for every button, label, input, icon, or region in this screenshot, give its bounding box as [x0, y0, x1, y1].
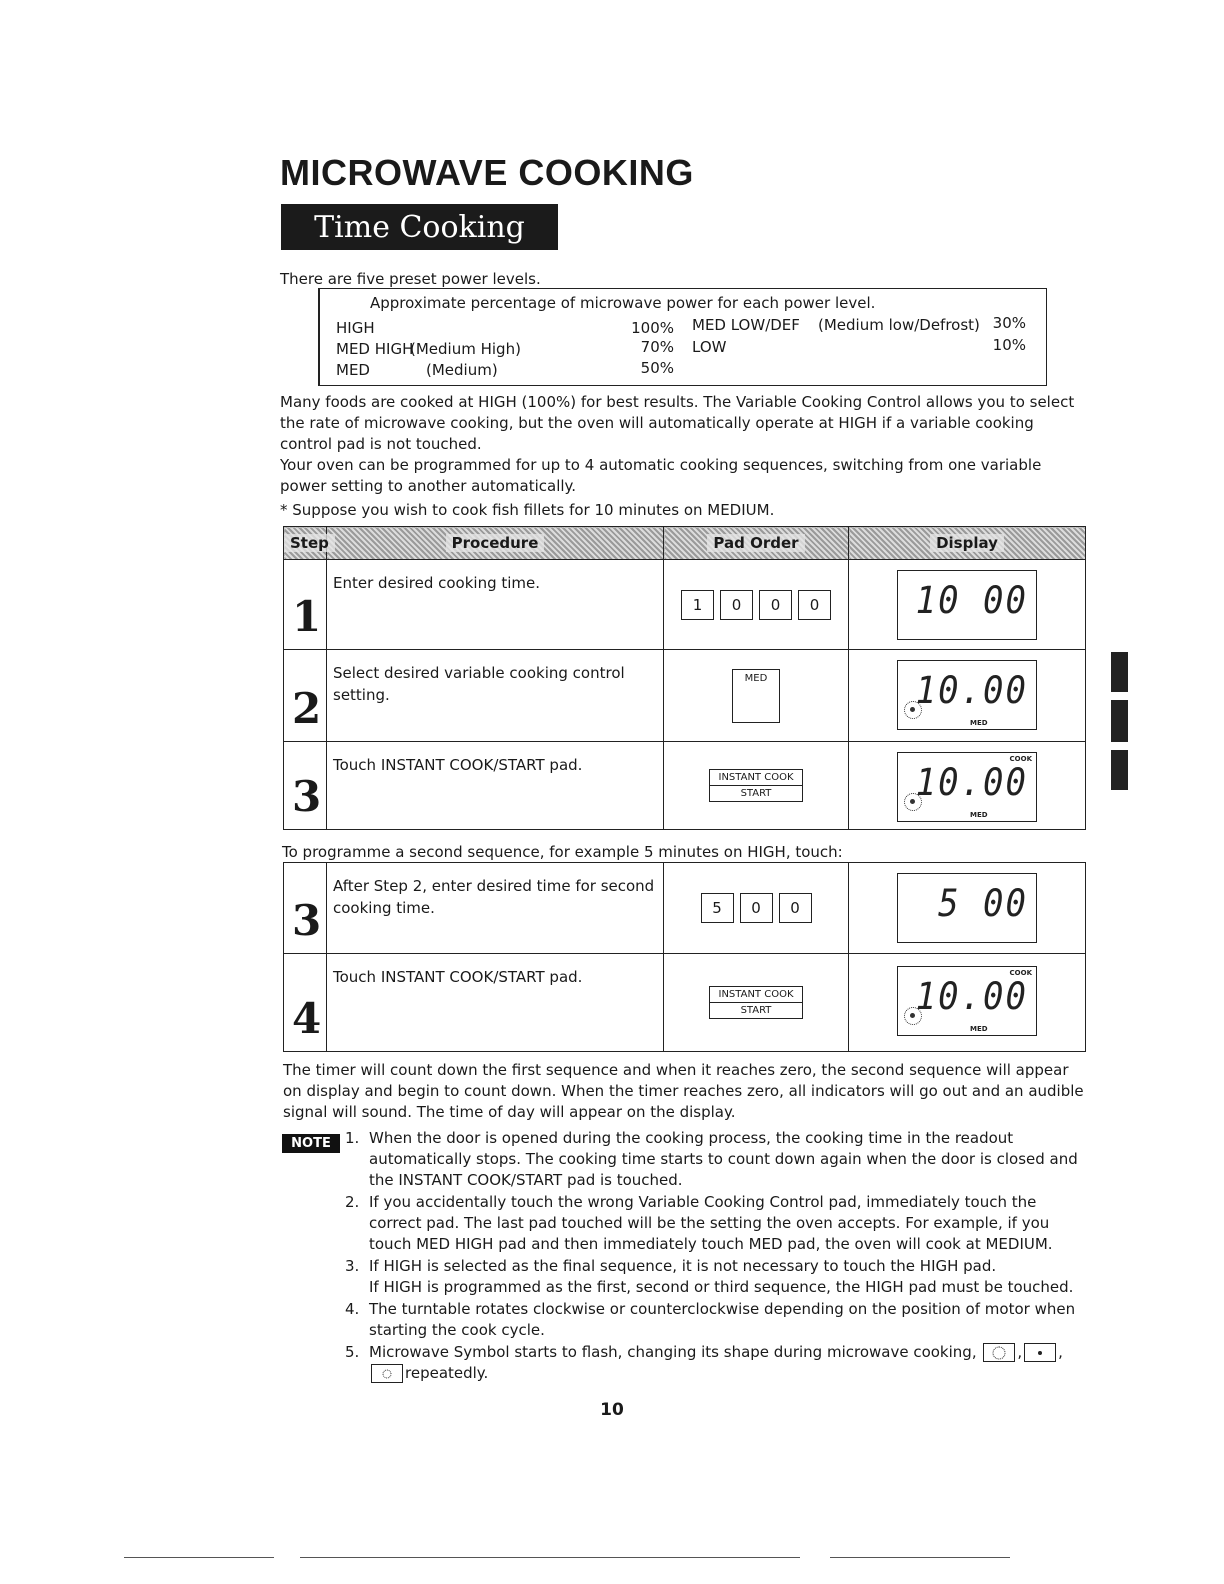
microwave-mid-icon	[371, 1364, 403, 1383]
number-key[interactable]: 1	[681, 590, 714, 620]
step-number: 2	[284, 650, 327, 742]
step-number: 3	[284, 742, 327, 830]
side-index-tab	[1111, 750, 1128, 790]
table-row	[284, 560, 1086, 650]
power-desc: (Medium High)	[410, 340, 521, 358]
side-index-tab	[1111, 700, 1128, 742]
med-pad[interactable]: MED	[732, 669, 780, 723]
display-indicator: COOK	[1009, 755, 1032, 763]
list-item: 4. The turntable rotates clockwise or counterclockwise depending on the position of motor when starting the cook cycle.	[345, 1300, 1076, 1339]
intro-text: There are five preset power levels.	[280, 270, 541, 288]
page-number: 10	[600, 1400, 624, 1420]
second-sequence-label: To programme a second sequence, for example 5 minutes on HIGH, touch:	[282, 843, 843, 861]
display-cell	[849, 954, 1086, 1052]
number-key[interactable]: 0	[779, 893, 812, 923]
display-readout: 10.00	[915, 669, 1028, 713]
countdown-text: The timer will count down the first sequence and when it reaches zero, the second sequence will appear on display and begin to count down. When the timer reaches zero, all indicators will go out and an audible signal will sound. The time of day will appear on the display.	[283, 1061, 1084, 1121]
list-item: 1. When the door is opened during the cooking process, the cooking time in the readout automatically stops. The cooking time starts to count down again when the door is closed and the INSTANT COOK/START pad is touched.	[345, 1129, 1078, 1189]
display-readout: 10.00	[915, 975, 1028, 1019]
power-name: MED HIGH	[336, 340, 414, 358]
list-item: 3. If HIGH is selected as the final sequence, it is not necessary to touch the HIGH pad. If HIGH is programmed as the first, second or third sequence, the HIGH pad must be touched.	[345, 1257, 1074, 1296]
page-title: MICROWAVE COOKING	[280, 152, 694, 193]
list-item: 5. Microwave Symbol starts to flash, changing its shape during microwave cooking, , , repeatedly.	[345, 1343, 1063, 1382]
header-step: Step	[284, 527, 327, 560]
microwave-full-icon	[983, 1343, 1015, 1362]
pad-order	[664, 742, 849, 830]
power-desc: (Medium low/Defrost)	[818, 316, 980, 334]
display-screen	[897, 752, 1037, 822]
instant-cook-start-pad[interactable]: INSTANT COOK START	[709, 986, 803, 1019]
pad-order	[664, 650, 849, 742]
power-box-heading: Approximate percentage of microwave power for each power level.	[370, 294, 876, 312]
table-row	[284, 742, 1086, 830]
bottom-rule	[830, 1557, 1010, 1558]
header-pad-order: Pad Order	[664, 527, 849, 560]
display-readout: 5 00	[938, 882, 1028, 926]
steps-table	[283, 526, 1086, 830]
table-row	[284, 954, 1086, 1052]
display-indicator: COOK	[1009, 969, 1032, 977]
step-number: 4	[284, 954, 327, 1052]
power-pct: 30%	[992, 314, 1026, 332]
power-name: HIGH	[336, 319, 375, 337]
second-steps-table	[283, 862, 1086, 1052]
number-key[interactable]: 0	[740, 893, 773, 923]
side-index-tab	[1111, 652, 1128, 692]
power-name: MED	[336, 361, 370, 379]
microwave-dot-icon	[1024, 1343, 1056, 1362]
example-text: * Suppose you wish to cook fish fillets for 10 minutes on MEDIUM.	[280, 501, 775, 519]
body-paragraph: Many foods are cooked at HIGH (100%) for best results. The Variable Cooking Control allows you to select the rate of microwave cooking, but the oven will automatically operate at HIGH if a variable cooking control pad is not touched.	[280, 393, 1075, 453]
display-cell	[849, 863, 1086, 954]
pad-order	[664, 954, 849, 1052]
power-name: MED LOW/DEF	[692, 316, 800, 334]
power-pct: 50%	[640, 359, 674, 377]
display-indicator: MED	[970, 1025, 988, 1033]
table-header-row	[284, 527, 1086, 560]
bottom-rule	[300, 1557, 800, 1558]
power-pct: 100%	[631, 319, 674, 337]
instant-cook-start-pad[interactable]: INSTANT COOK START	[709, 769, 803, 802]
display-cell	[849, 650, 1086, 742]
display-readout: 10.00	[915, 761, 1028, 805]
display-screen	[897, 660, 1037, 730]
step-procedure: Enter desired cooking time.	[327, 560, 664, 650]
display-indicator: MED	[970, 719, 988, 727]
power-pct: 70%	[640, 338, 674, 356]
power-pct: 10%	[992, 336, 1026, 354]
power-desc: (Medium)	[426, 361, 498, 379]
section-banner: Time Cooking	[281, 204, 558, 250]
display-cell	[849, 560, 1086, 650]
power-level-box	[318, 288, 1047, 386]
display-cell	[849, 742, 1086, 830]
body-text	[280, 392, 1086, 497]
display-screen	[897, 570, 1037, 640]
step-number: 1	[284, 560, 327, 650]
pad-order	[664, 863, 849, 954]
step-procedure: Touch INSTANT COOK/START pad.	[327, 742, 664, 830]
pad-order	[664, 560, 849, 650]
body-paragraph: Your oven can be programmed for up to 4 automatic cooking sequences, switching from one variable power setting to another automatically.	[280, 456, 1042, 495]
notes-list	[345, 1128, 1087, 1385]
display-readout: 10 00	[915, 579, 1028, 623]
step-procedure: Touch INSTANT COOK/START pad.	[327, 954, 664, 1052]
header-procedure: Procedure	[327, 527, 664, 560]
list-item: 2. If you accidentally touch the wrong Variable Cooking Control pad, immediately touch the correct pad. The last pad touched will be the setting the oven accepts. For example, if you touch MED HIGH pad and then immediately touch MED pad, the oven will cook at MEDIUM.	[345, 1193, 1053, 1253]
note-badge: NOTE	[282, 1134, 340, 1153]
number-key[interactable]: 0	[798, 590, 831, 620]
number-key[interactable]: 5	[701, 893, 734, 923]
header-display: Display	[849, 527, 1086, 560]
number-key[interactable]: 0	[720, 590, 753, 620]
bottom-rule	[124, 1557, 274, 1558]
display-screen	[897, 966, 1037, 1036]
display-screen	[897, 873, 1037, 943]
table-row	[284, 650, 1086, 742]
step-procedure: Select desired variable cooking control setting.	[327, 650, 664, 742]
step-number: 3	[284, 863, 327, 954]
power-name: LOW	[692, 338, 727, 356]
step-procedure: After Step 2, enter desired time for second cooking time.	[327, 863, 664, 954]
number-key[interactable]: 0	[759, 590, 792, 620]
table-row	[284, 863, 1086, 954]
display-indicator: MED	[970, 811, 988, 819]
